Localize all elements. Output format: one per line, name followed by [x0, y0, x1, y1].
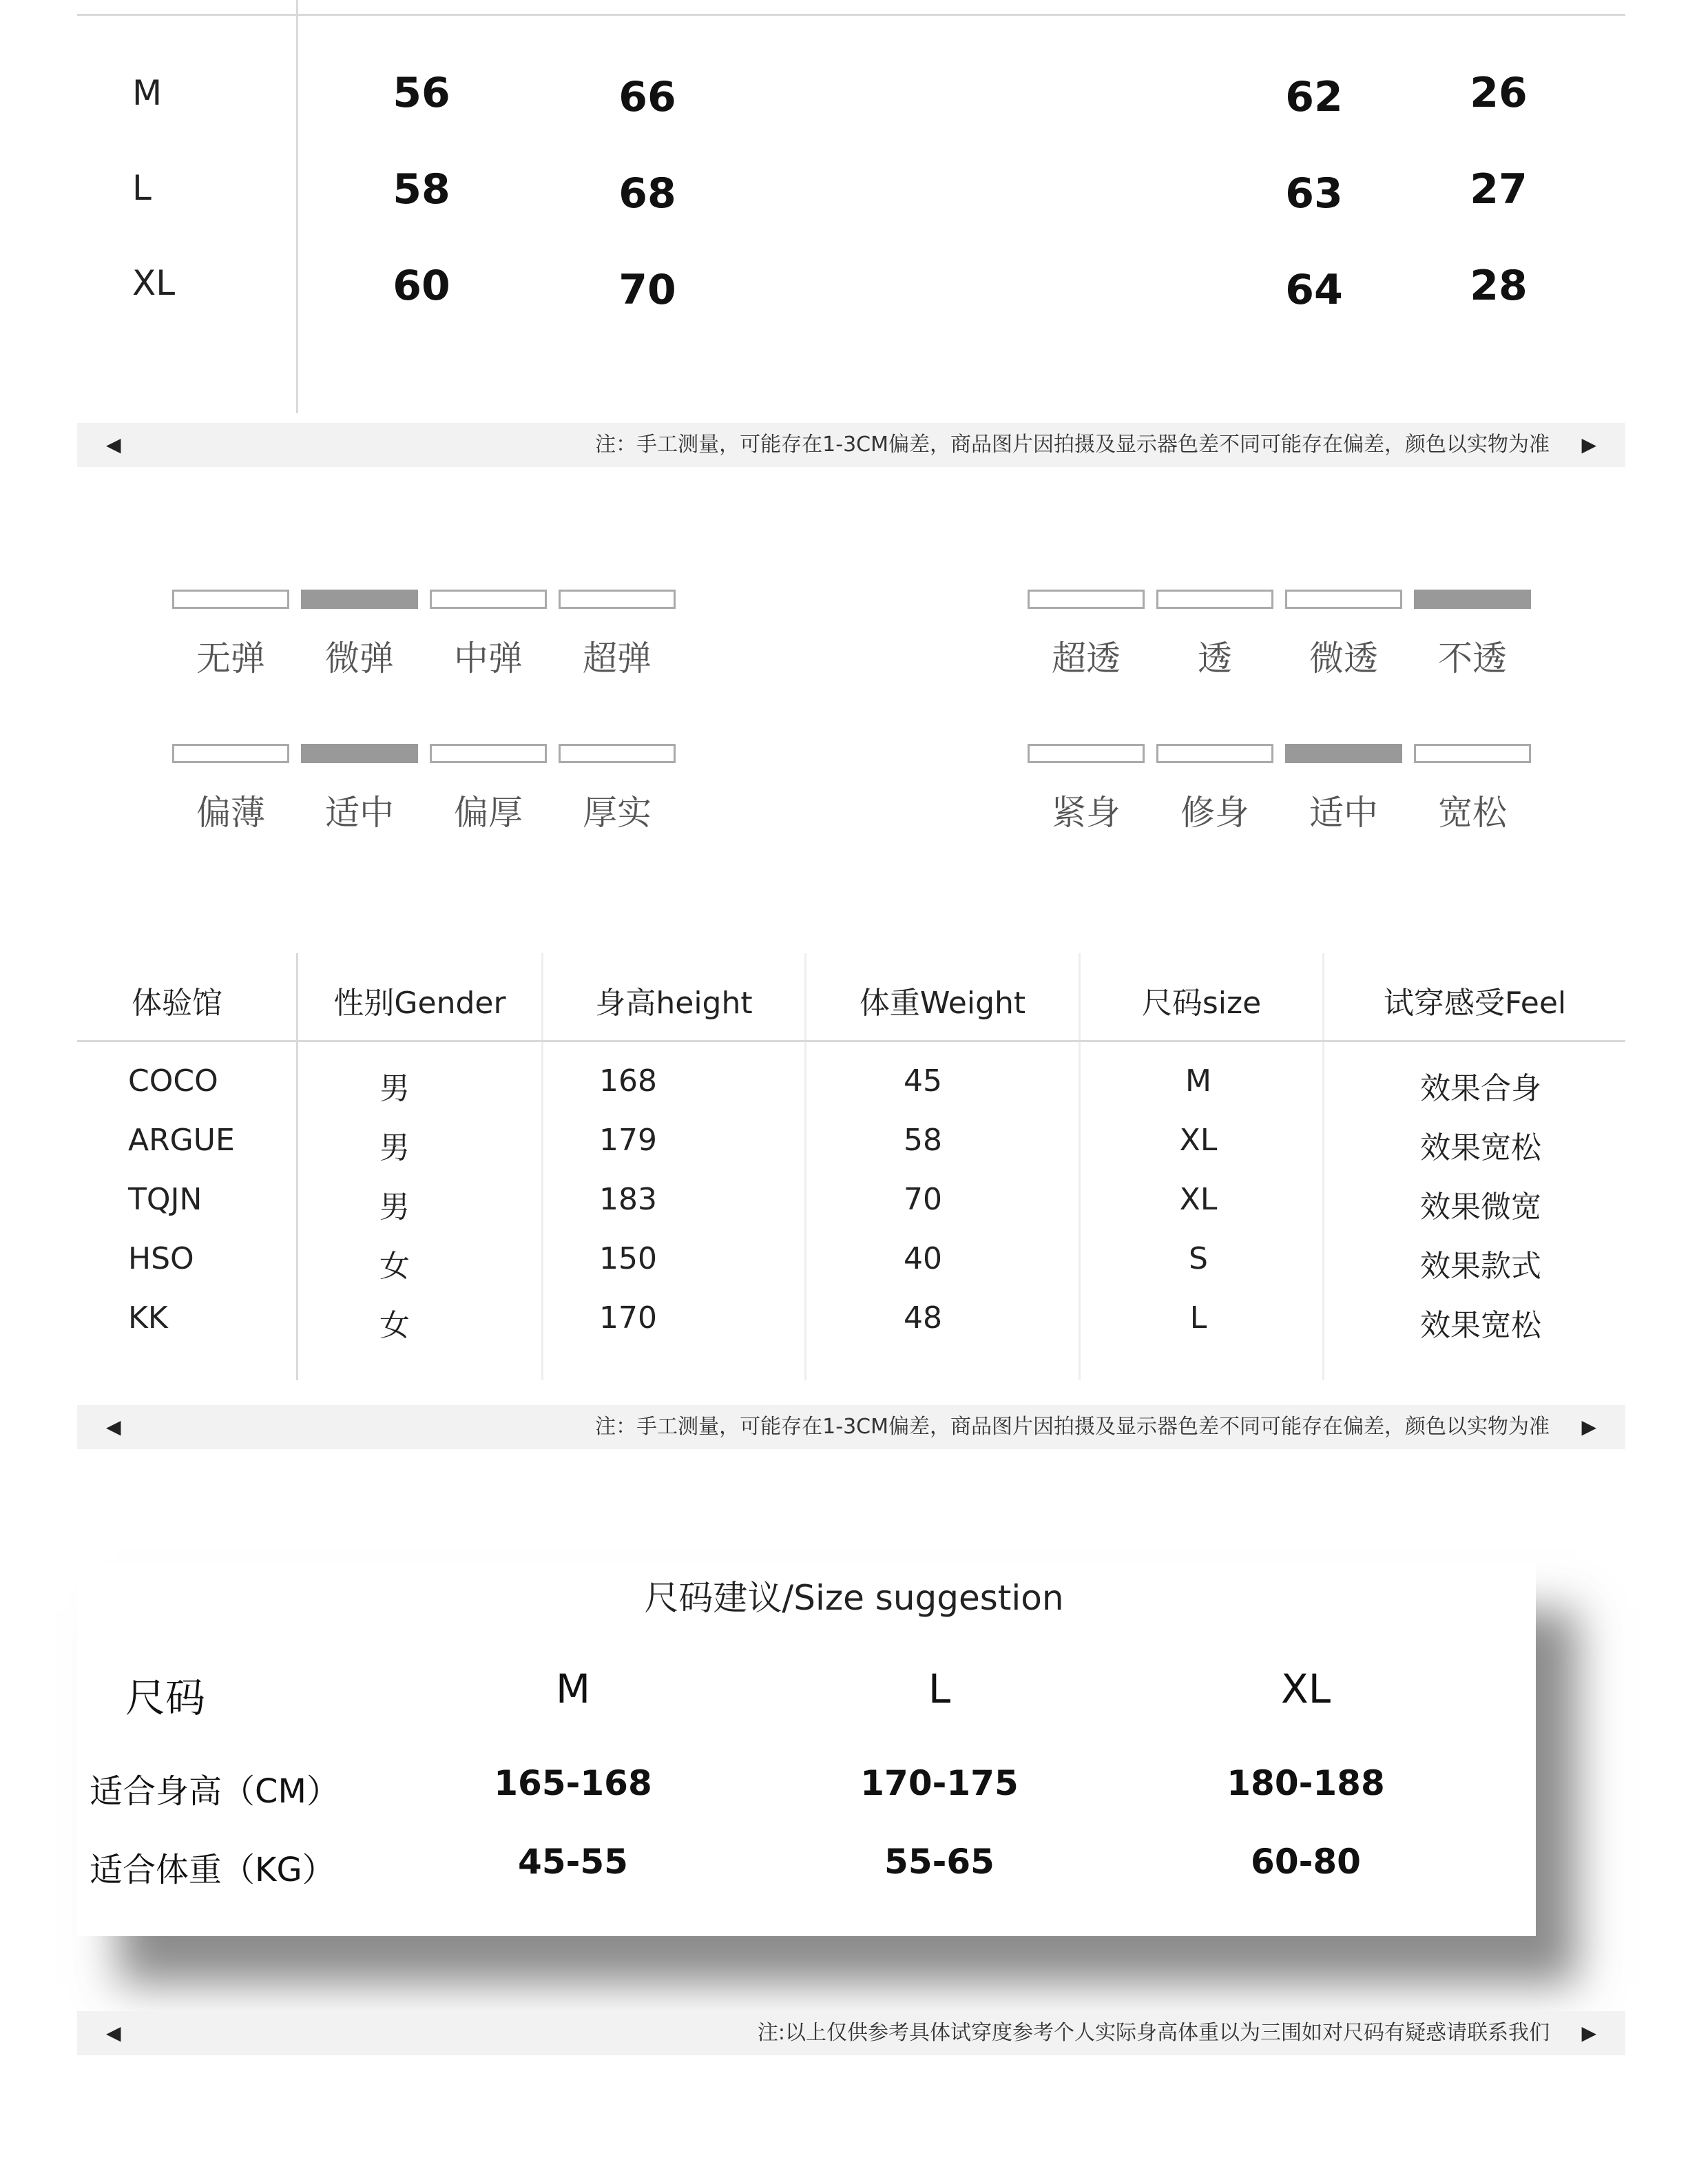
scale-box-fit-4 [1414, 744, 1531, 763]
table-row-2-height: 183 [599, 1182, 657, 1217]
table-row-3-weight: 40 [904, 1241, 942, 1276]
suggestion-height-xl: 180-188 [1227, 1763, 1385, 1803]
tryon-header-name: 体验馆 [132, 986, 222, 1021]
scale-label-elasticity-4: 超弹 [583, 638, 652, 678]
table-row-1-height: 179 [599, 1123, 657, 1158]
tryon-header-gender: 性别Gender [333, 986, 506, 1021]
table-row-2-feel: 效果微宽 [1420, 1189, 1541, 1225]
scale-label-elasticity-3: 中弹 [454, 638, 523, 678]
measurement-note-text: 注：手工测量，可能存在1-3CM偏差，商品图片因拍摄及显示器色差不同可能存在偏差，颜色以实物为准 [595, 433, 1550, 457]
measure-l-2: 68 [618, 169, 676, 218]
table-row-2-size: XL [1179, 1182, 1218, 1217]
table-row-4-feel: 效果宽松 [1420, 1308, 1541, 1343]
scale-label-fit-1: 紧身 [1052, 793, 1121, 833]
scale-label-fit-4: 宽松 [1438, 793, 1507, 833]
measure-xl-2: 70 [618, 266, 676, 314]
tryon-note-bar [77, 1405, 1625, 1449]
size-label-xl: XL [132, 263, 176, 303]
scroll-right-arrow-icon[interactable]: ▶ [1581, 2022, 1596, 2044]
scale-box-elasticity-1 [172, 590, 289, 609]
measure-l-3: 63 [1285, 169, 1343, 218]
table-row-1-feel: 效果宽松 [1420, 1130, 1541, 1165]
scale-box-transparency-4 [1414, 590, 1531, 609]
size-label-l: L [132, 168, 152, 208]
scale-box-fit-3 [1285, 744, 1402, 763]
scale-box-transparency-2 [1156, 590, 1273, 609]
suggestion-header-xl: XL [1280, 1665, 1331, 1712]
suggestion-row-height-label: 适合身高（CM） [90, 1772, 340, 1811]
table-row-4-weight: 48 [904, 1300, 942, 1336]
scale-box-thickness-2 [301, 744, 418, 763]
suggestion-note-bar [77, 2011, 1625, 2055]
scale-label-thickness-1: 偏薄 [196, 793, 265, 833]
size-label-m: M [132, 73, 163, 113]
scale-label-fit-2: 修身 [1180, 793, 1249, 833]
tryon-header-feel: 试穿感受Feel [1383, 986, 1567, 1021]
measure-m-2: 66 [618, 73, 676, 121]
measure-xl-1: 60 [393, 262, 450, 310]
table-row-4-name: KK [128, 1300, 168, 1336]
scale-label-thickness-4: 厚实 [583, 793, 652, 833]
table-top-line [77, 14, 1625, 16]
tryon-header-weight: 体重Weight [859, 986, 1026, 1021]
table-row-0-name: COCO [128, 1063, 218, 1099]
table-row-3-size: S [1189, 1241, 1208, 1276]
measure-m-1: 56 [393, 69, 450, 117]
scale-box-fit-1 [1028, 744, 1145, 763]
table-row-2-gender: 男 [379, 1189, 410, 1225]
measure-m-4: 26 [1470, 69, 1528, 117]
scale-label-elasticity-1: 无弹 [196, 638, 265, 678]
tryon-note-text: 注：手工测量，可能存在1-3CM偏差，商品图片因拍摄及显示器色差不同可能存在偏差，颜色以实物为准 [595, 1415, 1550, 1439]
scale-box-elasticity-2 [301, 590, 418, 609]
table-row-3-feel: 效果款式 [1420, 1249, 1541, 1284]
scale-box-elasticity-4 [559, 590, 676, 609]
suggestion-header-l: L [928, 1665, 951, 1712]
table-row-0-feel: 效果合身 [1420, 1071, 1541, 1106]
suggestion-header-m: M [555, 1665, 591, 1712]
table-row-3-name: HSO [128, 1241, 194, 1276]
scale-box-thickness-1 [172, 744, 289, 763]
table-row-0-height: 168 [599, 1063, 657, 1099]
scale-label-fit-3: 适中 [1309, 793, 1378, 833]
scale-label-thickness-2: 适中 [325, 793, 394, 833]
table-row-4-size: L [1189, 1300, 1207, 1336]
table-row-1-gender: 男 [379, 1130, 410, 1165]
scroll-left-arrow-icon[interactable]: ◀ [106, 1415, 121, 1438]
suggestion-header-label: 尺码 [125, 1674, 206, 1721]
scale-box-thickness-4 [559, 744, 676, 763]
measure-xl-4: 28 [1470, 262, 1528, 310]
suggestion-weight-l: 55-65 [884, 1842, 994, 1882]
table-row-0-size: M [1185, 1063, 1211, 1099]
scale-label-elasticity-2: 微弹 [325, 638, 394, 678]
table-row-3-height: 150 [599, 1241, 657, 1276]
measure-xl-3: 64 [1285, 266, 1343, 314]
suggestion-row-weight-label: 适合体重（KG） [90, 1851, 335, 1889]
table-row-1-size: XL [1179, 1123, 1218, 1158]
scale-box-transparency-3 [1285, 590, 1402, 609]
size-suggestion-title: 尺码建议/Size suggestion [644, 1578, 1064, 1618]
suggestion-weight-m: 45-55 [518, 1842, 628, 1882]
scale-label-thickness-3: 偏厚 [454, 793, 523, 833]
scale-label-transparency-3: 微透 [1309, 638, 1378, 678]
scroll-left-arrow-icon[interactable]: ◀ [106, 2022, 121, 2044]
table-row-1-weight: 58 [904, 1123, 942, 1158]
scroll-right-arrow-icon[interactable]: ▶ [1581, 433, 1596, 456]
table-row-3-gender: 女 [379, 1249, 410, 1284]
tryon-header-line [77, 1040, 1625, 1042]
table-row-4-height: 170 [599, 1300, 657, 1336]
scale-label-transparency-4: 不透 [1438, 638, 1507, 678]
scale-label-transparency-2: 透 [1198, 638, 1232, 678]
scale-label-transparency-1: 超透 [1052, 638, 1121, 678]
scale-box-transparency-1 [1028, 590, 1145, 609]
scroll-left-arrow-icon[interactable]: ◀ [106, 433, 121, 456]
scale-box-fit-2 [1156, 744, 1273, 763]
tryon-header-size: 尺码size [1141, 986, 1262, 1021]
table-column-divider [296, 0, 298, 413]
measure-m-3: 62 [1285, 73, 1343, 121]
scale-box-elasticity-3 [430, 590, 547, 609]
measurement-note-bar [77, 423, 1625, 467]
measure-l-4: 27 [1470, 165, 1528, 214]
table-row-1-name: ARGUE [128, 1123, 235, 1158]
table-row-4-gender: 女 [379, 1308, 410, 1343]
suggestion-note-text: 注:以上仅供参考具体试穿度参考个人实际身高体重以为三围如对尺码有疑惑请联系我们 [757, 2021, 1550, 2045]
scale-box-thickness-3 [430, 744, 547, 763]
table-row-2-weight: 70 [904, 1182, 942, 1217]
suggestion-height-l: 170-175 [860, 1763, 1019, 1803]
suggestion-height-m: 165-168 [494, 1763, 652, 1803]
suggestion-weight-xl: 60-80 [1251, 1842, 1361, 1882]
table-row-2-name: TQJN [128, 1182, 202, 1217]
measure-l-1: 58 [393, 165, 450, 214]
tryon-header-height: 身高height [595, 986, 753, 1021]
table-row-0-gender: 男 [379, 1071, 410, 1106]
table-row-0-weight: 45 [904, 1063, 942, 1099]
scroll-right-arrow-icon[interactable]: ▶ [1581, 1415, 1596, 1438]
